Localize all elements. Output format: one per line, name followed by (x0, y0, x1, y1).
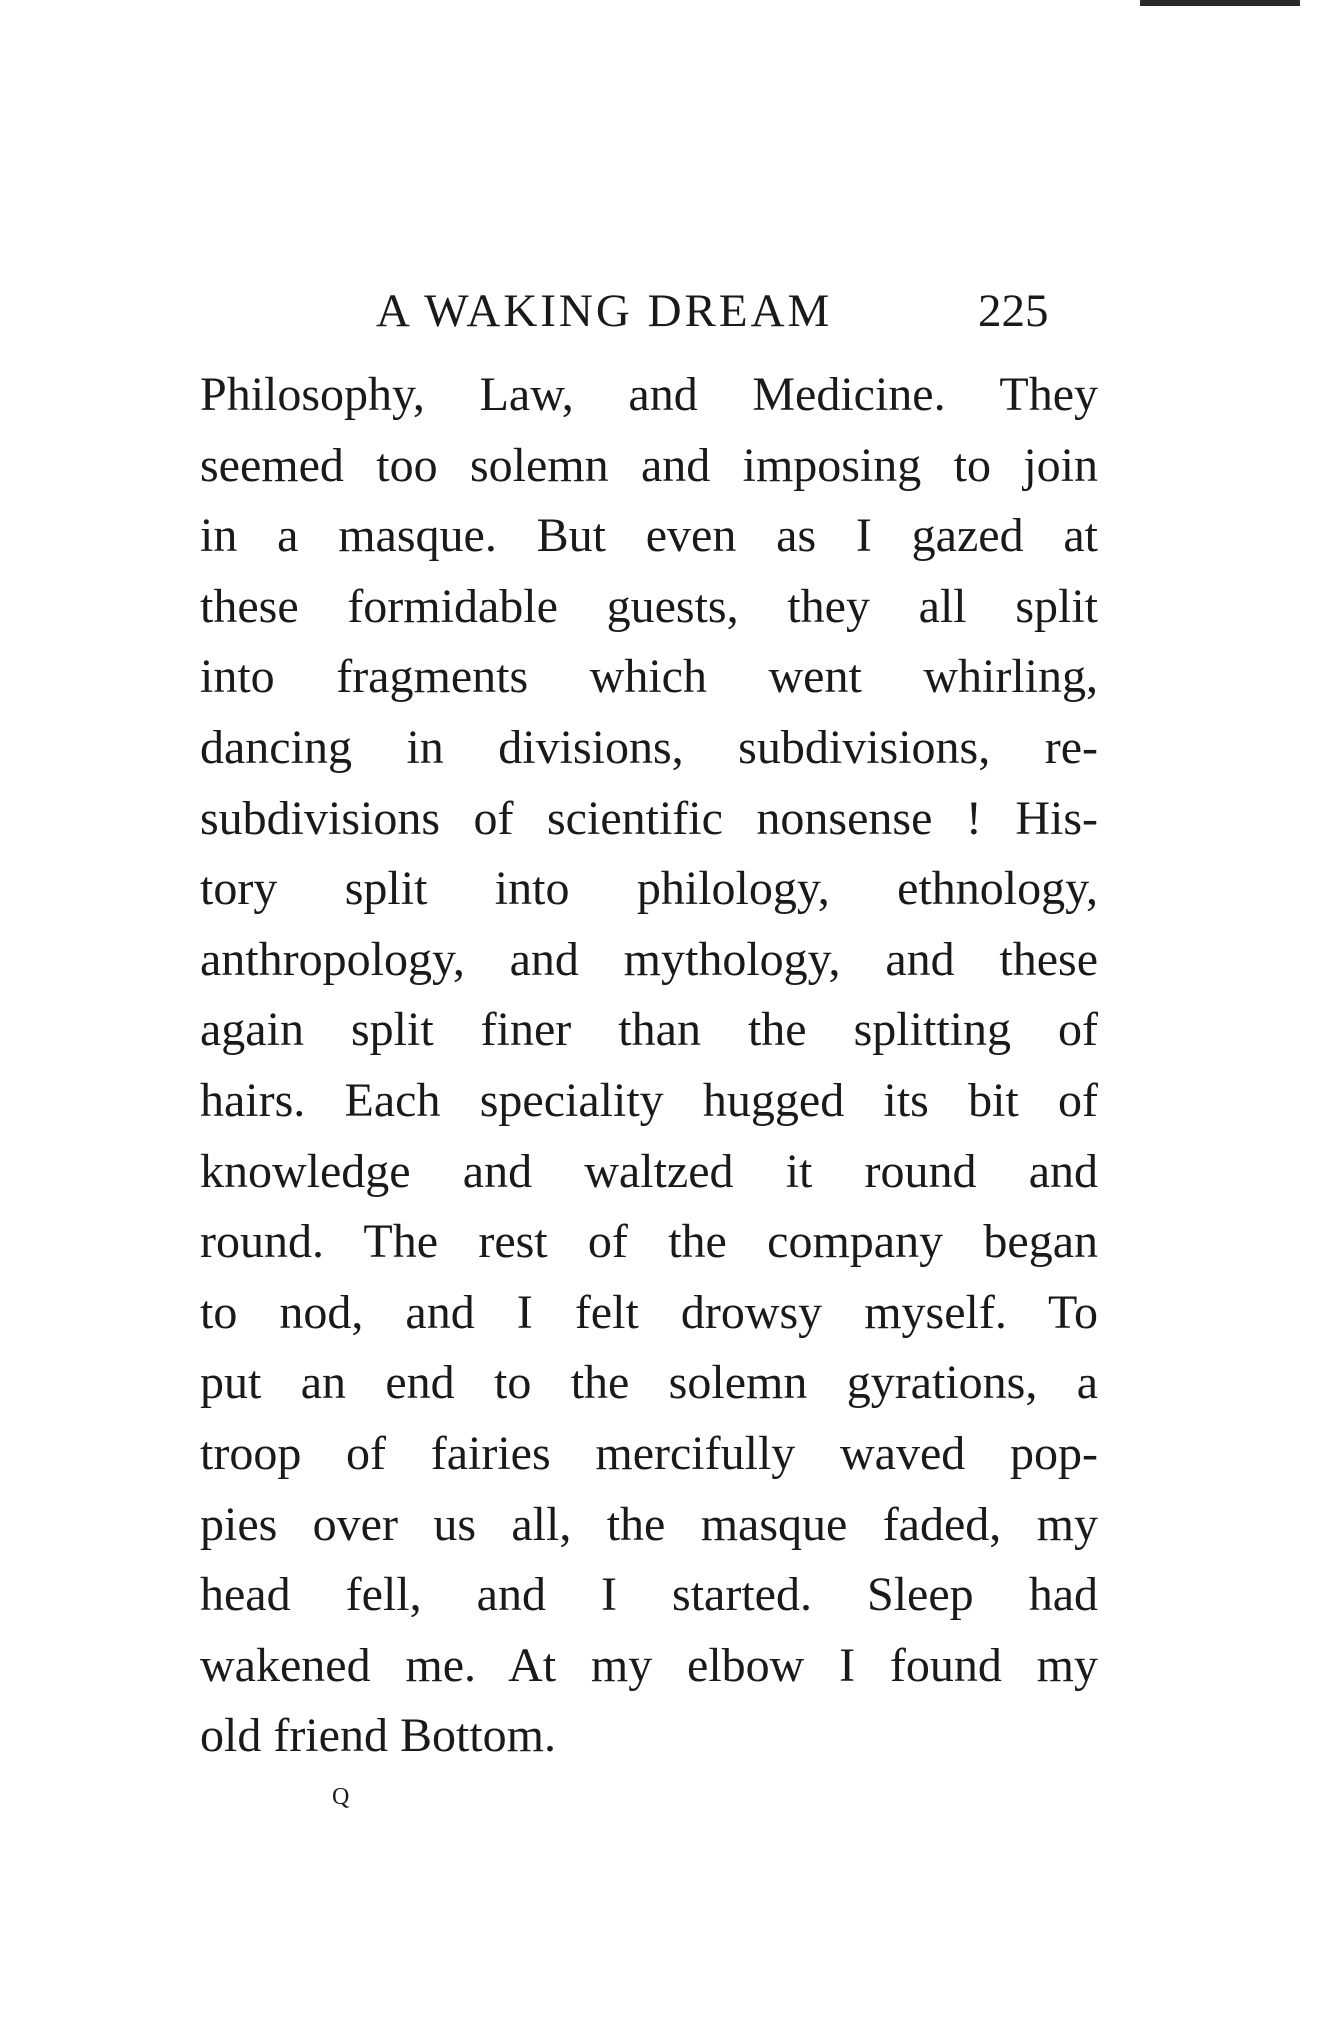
text-line: wakened me. At my elbow I found my (200, 1638, 1098, 1692)
top-edge-rule (1140, 0, 1300, 6)
text-line: tory split into philology, ethnology, (200, 862, 1098, 916)
text-line: in a masque. But even as I gazed at (200, 509, 1098, 563)
text-line: troop of fairies mercifully waved pop- (200, 1426, 1098, 1480)
running-head (200, 276, 1100, 346)
text-line: round. The rest of the company began (200, 1215, 1098, 1269)
text-line-last: old friend Bottom. (200, 1709, 556, 1763)
text-line: head fell, and I started. Sleep had (200, 1568, 1098, 1622)
text-line: anthropology, and mythology, and these (200, 932, 1098, 986)
text-line: pies over us all, the masque faded, my (200, 1497, 1098, 1551)
body-text (200, 360, 1098, 1772)
text-line: into fragments which went whirling, (200, 650, 1098, 704)
text-line: put an end to the solemn gyrations, a (200, 1356, 1098, 1410)
text-line: again split finer than the splitting of (200, 1003, 1098, 1057)
text-line: seemed too solemn and imposing to join (200, 438, 1098, 492)
text-line: Philosophy, Law, and Medicine. They (200, 368, 1098, 421)
text-line: dancing in divisions, subdivisions, re- (200, 720, 1098, 774)
text-line: subdivisions of scientific nonsense ! His- (200, 791, 1098, 845)
text-line: to nod, and I felt drowsy myself. To (200, 1285, 1098, 1339)
signature-mark: Q (332, 1784, 350, 1810)
text-line: hairs. Each speciality hugged its bit of (200, 1073, 1098, 1127)
page-number: 225 (978, 285, 1049, 337)
running-title: A WAKING DREAM (376, 285, 833, 337)
text-line: these formidable guests, they all split (200, 579, 1098, 633)
text-line: knowledge and waltzed it round and (200, 1144, 1098, 1198)
